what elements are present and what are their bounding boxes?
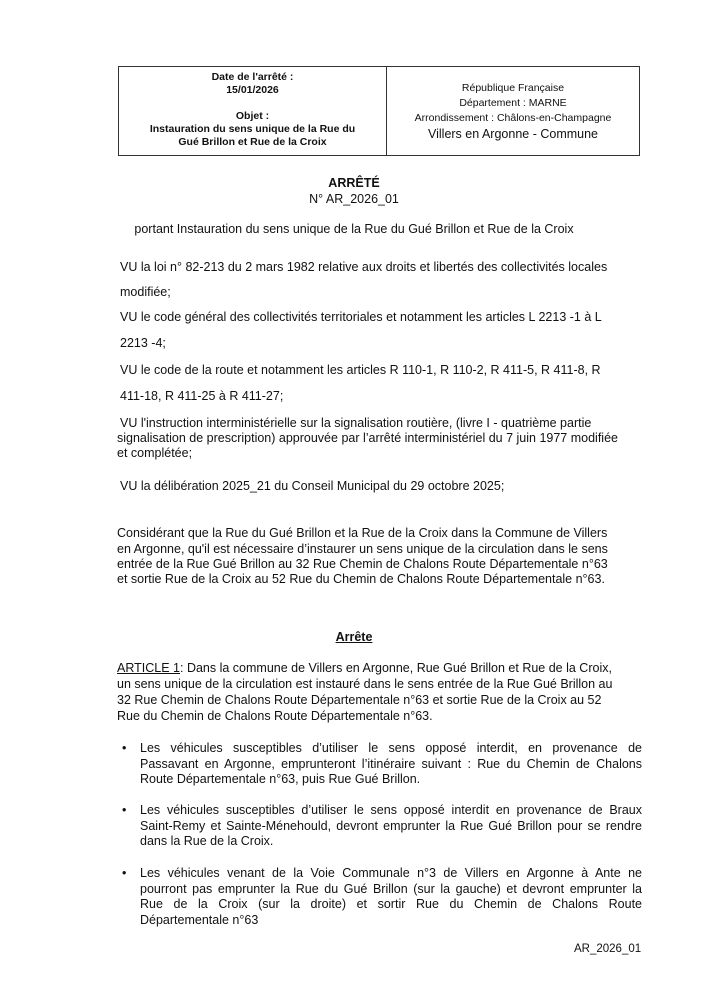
bullet-marker: • (122, 803, 127, 817)
departement: Département : MARNE (459, 97, 567, 109)
considerant-line3: entrée de la Rue Gué Brillon au 32 Rue Chemin de Chalons Route Départementale n°63 (117, 557, 608, 571)
visa-route-line1: VU le code de la route et notamment les articles R 110-1, R 110-2, R 411-5, R 411-8, R (120, 363, 601, 377)
bullet-passavant-line2: Passavant en Argonne, emprunteront l’itinéraire suivant : Rue du Chemin de Chalons (140, 756, 642, 771)
arrondissement: Arrondissement : Châlons-en-Champagne (414, 112, 612, 124)
footer-reference: AR_2026_01 (574, 943, 642, 955)
article1-line1 (117, 661, 612, 677)
article1-line1-text: : Dans la commune de Villers en Argonne, Rue Gué Brillon et Rue de la Croix, (180, 661, 612, 675)
arrete-heading: Arrête (335, 630, 373, 644)
visa-instruction-line3: et complétée; (117, 446, 193, 460)
document-subject: portant Instauration du sens unique de la Rue du Gué Brillon et Rue de la Croix (134, 222, 574, 236)
republique: République Française (461, 82, 565, 94)
article1-line2: un sens unique de la circulation est instauré dans le sens entrée de la Rue Gué Brillon au (117, 677, 613, 691)
bullet-ante (140, 866, 642, 928)
date-value: 15/01/2026 (226, 84, 279, 96)
visa-instruction-line2: signalisation de prescription) approuvée par l’arrêté interministériel du 7 juin 1977 modifiée (117, 431, 618, 445)
bullet-braux-line2: Saint-Remy et Sainte-Ménehould, devront emprunter la Rue Gué Brillon pour se rendre (140, 818, 642, 833)
bullet-braux-line1: Les véhicules susceptibles d’utiliser le sens opposé interdit en provenance de Braux (140, 803, 642, 817)
bullet-braux-line3: dans la Rue de la Croix. (140, 834, 274, 848)
document-title: ARRÊTÉ (328, 176, 380, 190)
bullet-passavant (140, 741, 642, 788)
visa-route-line2: 411-18, R 411-25 à R 411-27; (120, 389, 284, 403)
considerant-line4: et sortie Rue de la Croix au 52 Rue du Chemin de Chalons Route Départementale n°63. (117, 572, 605, 586)
visa-deliberation: VU la délibération 2025_21 du Conseil Municipal du 29 octobre 2025; (120, 479, 505, 493)
visa-cgct-line2: 2213 -4; (120, 336, 166, 350)
bullet-ante-line2: pourront pas emprunter la Rue du Gué Brillon (sur la gauche) et devront emprunter la (140, 881, 642, 896)
commune: Villers en Argonne - Commune (428, 127, 598, 141)
objet-label: Objet : (235, 110, 270, 122)
header-left-cell (119, 67, 387, 155)
visa-loi-line1: VU la loi n° 82-213 du 2 mars 1982 relative aux droits et libertés des collectivités locales (120, 260, 608, 274)
objet-line2: Gué Brillon et Rue de la Croix (178, 136, 327, 148)
objet-line1: Instauration du sens unique de la Rue du (149, 123, 356, 135)
article1-line4: Rue du Chemin de Chalons Route Départementale n°63. (117, 709, 433, 723)
date-label: Date de l'arrêté : (211, 71, 294, 83)
header-table (118, 66, 640, 156)
document-number: N° AR_2026_01 (309, 192, 399, 206)
considerant-line2: en Argonne, qu'il est nécessaire d’instaurer un sens unique de la circulation dans le sens (117, 542, 608, 556)
bullet-marker: • (122, 741, 127, 755)
visa-instruction-line1: VU l'instruction interministérielle sur la signalisation routière, (livre I - quatrième partie (120, 416, 592, 430)
article1-line3: 32 Rue Chemin de Chalons Route Départementale n°63 et sortie Rue de la Croix au 52 (117, 693, 602, 707)
bullet-passavant-line3: Route Départementale n°63, puis Rue Gué Brillon. (140, 772, 421, 786)
bullet-ante-line3: Rue de la Croix (sur la droite) et sortir Rue du Chemin de Chalons Route (140, 897, 642, 911)
considerant-line1: Considérant que la Rue du Gué Brillon et la Rue de la Croix dans la Commune de Villers (117, 526, 608, 540)
visa-loi-line2: modifiée; (120, 285, 171, 299)
bullet-ante-line1: Les véhicules venant de la Voie Communale n°3 de Villers en Argonne à Ante ne (140, 866, 642, 880)
article1-label: ARTICLE 1 (117, 661, 180, 675)
bullet-ante-line4: Départementale n°63 (140, 912, 259, 927)
bullet-braux (140, 803, 642, 850)
header-right-cell (387, 67, 639, 155)
bullet-passavant-line1: Les véhicules susceptibles d’utiliser le sens opposé interdit, en provenance de (140, 741, 642, 755)
bullet-marker: • (122, 866, 127, 880)
visa-cgct-line1: VU le code général des collectivités territoriales et notamment les articles L 2213 -1 à L (120, 310, 602, 324)
